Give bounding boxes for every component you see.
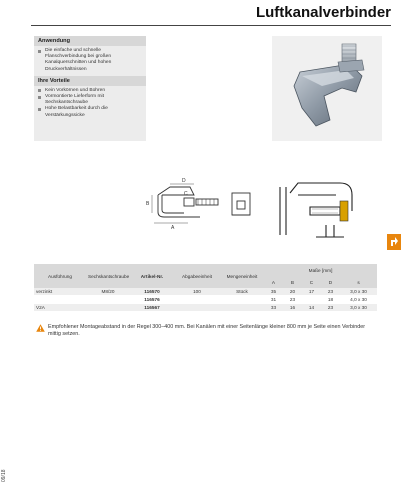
arrow-icon (389, 236, 399, 248)
table-row (34, 288, 377, 296)
warning-triangle-icon (36, 324, 45, 332)
dim-header-b: B (283, 276, 302, 288)
info-panel (34, 36, 146, 141)
cell-dim-d: 23 (321, 304, 340, 312)
technical-drawings (140, 165, 375, 245)
dim-header-s: s (340, 276, 377, 288)
product-photo (272, 36, 382, 141)
vorteile-list (34, 86, 146, 122)
col-header-masse: Maße [mm] (264, 264, 377, 276)
list-item: Kein Vorkörnen und Bohren (38, 88, 143, 94)
front-view-drawing (232, 193, 250, 215)
cell-dim-s: 3,0 x 30 (340, 288, 377, 296)
cell-artikel: 116567 (130, 304, 174, 312)
section-heading-vorteile: Ihre Vorteile (34, 76, 146, 86)
cell-schraube (86, 304, 130, 312)
cell-schraube: M8/20 (86, 288, 130, 296)
col-header-schraube: Sechskantschraube (86, 264, 130, 288)
product-table (34, 264, 377, 312)
footer-code: 09/18 (1, 469, 7, 482)
cell-dim-d: 18 (321, 296, 340, 304)
dim-label-b: B (146, 201, 150, 207)
title-rule (31, 25, 391, 26)
col-header-abgabe: Abgabeeinheit (174, 264, 220, 288)
dim-header-a: A (264, 276, 283, 288)
list-item: Hohe Belastbarkeit durch die Verstärkungssicke (38, 106, 143, 118)
installation-note (34, 324, 379, 338)
cell-abgabe: 100 (174, 288, 220, 296)
page-title: Luftkanalverbinder (255, 4, 391, 21)
col-header-ausfuehrung: Ausführung (34, 264, 86, 288)
cell-dim-s: 4,0 x 30 (340, 296, 377, 304)
col-header-mengeneinheit: Mengeneinheit (220, 264, 264, 288)
cell-dim-c (302, 296, 321, 304)
cell-dim-a: 33 (264, 304, 283, 312)
dim-label-d: D (182, 178, 186, 184)
cell-dim-d: 23 (321, 288, 340, 296)
cell-dim-c: 17 (302, 288, 321, 296)
cell-mengeneinheit (220, 304, 264, 312)
dim-label-a: A (171, 225, 175, 231)
table-row (34, 304, 377, 312)
cell-dim-c: 14 (302, 304, 321, 312)
cell-schraube (86, 296, 130, 304)
cell-mengeneinheit (220, 296, 264, 304)
cell-abgabe (174, 296, 220, 304)
cell-artikel: 116576 (130, 296, 174, 304)
cell-mengeneinheit: Stück (220, 288, 264, 296)
dim-label-c: C (184, 191, 188, 197)
section-heading-anwendung: Anwendung (34, 36, 146, 46)
dim-header-c: C (302, 276, 321, 288)
cell-dim-s: 3,0 x 30 (340, 304, 377, 312)
note-text: Empfohlener Montageabstand in der Regel 300–400 mm. Bei Kanälen mit einer Seitenlänge kleiner 800 mm je Seite einen Verbinder mittig setzen. (48, 324, 366, 337)
cell-dim-a: 31 (264, 296, 283, 304)
cell-ausfuehrung: verzinkt (34, 288, 86, 296)
dim-header-d: D (321, 276, 340, 288)
cell-dim-a: 35 (264, 288, 283, 296)
cell-abgabe (174, 304, 220, 312)
cell-dim-b: 23 (283, 296, 302, 304)
cell-dim-b: 16 (283, 304, 302, 312)
table-row (34, 296, 377, 304)
list-item: Vormontierte Lieferform mit Sechskantschraube (38, 94, 143, 106)
col-header-artikel: Artikel-Nr. (130, 264, 174, 288)
anwendung-list (34, 46, 146, 76)
list-item: Die einfache und schnelle Flanschverbindung bei großen Kanalquerschnitten und hohen Druckverhältnissen (38, 48, 143, 73)
side-tab-marker (387, 234, 401, 250)
cell-artikel: 116570 (130, 288, 174, 296)
cell-ausfuehrung (34, 296, 86, 304)
cell-ausfuehrung: V2A (34, 304, 86, 312)
cell-dim-b: 20 (283, 288, 302, 296)
side-view-drawing (158, 187, 218, 217)
